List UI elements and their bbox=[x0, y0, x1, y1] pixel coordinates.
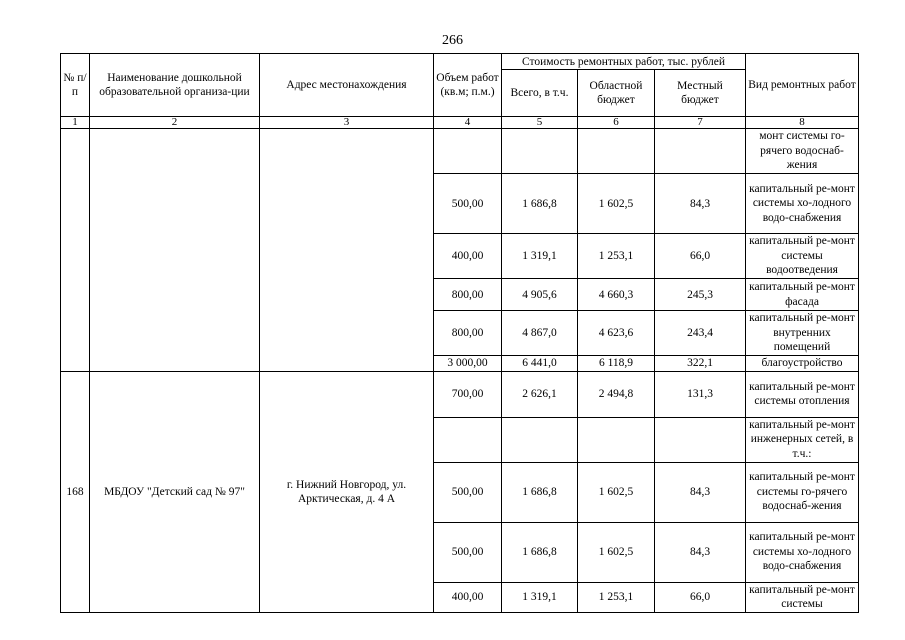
cell-total: 1 319,1 bbox=[502, 234, 578, 279]
cell-regional: 4 623,6 bbox=[578, 311, 655, 356]
cell-work-type: капитальный ре-монт инженерных сетей, в т.ч.: bbox=[746, 417, 859, 462]
cell-name bbox=[90, 129, 260, 372]
header-no: № п/п bbox=[61, 54, 90, 117]
cell-volume: 400,00 bbox=[434, 234, 502, 279]
cell-volume: 800,00 bbox=[434, 311, 502, 356]
table-row bbox=[61, 129, 859, 174]
header-total: Всего, в т.ч. bbox=[502, 70, 578, 117]
cell-work-type: капитальный ре-монт системы отопления bbox=[746, 371, 859, 417]
cell-work-type: капитальный ре-монт системы го-рячего водоснаб-жения bbox=[746, 462, 859, 522]
cell-total: 1 686,8 bbox=[502, 462, 578, 522]
cell-total: 4 867,0 bbox=[502, 311, 578, 356]
repair-works-table bbox=[60, 53, 859, 613]
column-number: 5 bbox=[502, 117, 578, 129]
cell-work-type: капитальный ре-монт системы хо-лодного водо-снабжения bbox=[746, 522, 859, 582]
cell-local: 66,0 bbox=[655, 582, 746, 612]
cell-work-type: капитальный ре-монт внутренних помещений bbox=[746, 311, 859, 356]
cell-regional: 1 602,5 bbox=[578, 174, 655, 234]
cell-regional: 1 602,5 bbox=[578, 462, 655, 522]
cell-no bbox=[61, 129, 90, 372]
page-number: 266 bbox=[442, 33, 463, 48]
column-number: 1 bbox=[61, 117, 90, 129]
header-cost-group: Стоимость ремонтных работ, тыс. рублей bbox=[502, 54, 746, 70]
cell-local: 322,1 bbox=[655, 356, 746, 372]
cell-regional: 1 253,1 bbox=[578, 582, 655, 612]
table-header-row bbox=[61, 54, 859, 70]
cell-local: 243,4 bbox=[655, 311, 746, 356]
cell-total: 4 905,6 bbox=[502, 279, 578, 311]
cell-volume: 500,00 bbox=[434, 462, 502, 522]
cell-local: 84,3 bbox=[655, 462, 746, 522]
column-number: 6 bbox=[578, 117, 655, 129]
cell-regional: 1 253,1 bbox=[578, 234, 655, 279]
cell-local: 84,3 bbox=[655, 522, 746, 582]
cell-total: 2 626,1 bbox=[502, 371, 578, 417]
header-work-type: Вид ремонтных работ bbox=[746, 54, 859, 117]
header-regional: Областной бюджет bbox=[578, 70, 655, 117]
header-name: Наименование дошкольной образовательной организа-ции bbox=[90, 54, 260, 117]
column-number: 4 bbox=[434, 117, 502, 129]
cell-name: МБДОУ "Детский сад № 97" bbox=[90, 371, 260, 612]
cell-work-type: монт системы го-рячего водоснаб-жения bbox=[746, 129, 859, 174]
cell-volume: 500,00 bbox=[434, 174, 502, 234]
cell-work-type: благоустройство bbox=[746, 356, 859, 372]
table-row bbox=[61, 371, 859, 417]
column-number: 3 bbox=[260, 117, 434, 129]
cell-local: 131,3 bbox=[655, 371, 746, 417]
column-number: 2 bbox=[90, 117, 260, 129]
cell-volume: 500,00 bbox=[434, 522, 502, 582]
cell-address bbox=[260, 129, 434, 372]
cell-work-type: капитальный ре-монт системы водоотведения bbox=[746, 234, 859, 279]
cell-volume: 3 000,00 bbox=[434, 356, 502, 372]
cell-work-type: капитальный ре-монт системы bbox=[746, 582, 859, 612]
cell-local: 84,3 bbox=[655, 174, 746, 234]
cell-volume bbox=[434, 417, 502, 462]
column-number: 8 bbox=[746, 117, 859, 129]
cell-work-type: капитальный ре-монт фасада bbox=[746, 279, 859, 311]
cell-local bbox=[655, 417, 746, 462]
column-number: 7 bbox=[655, 117, 746, 129]
cell-regional: 2 494,8 bbox=[578, 371, 655, 417]
cell-regional bbox=[578, 417, 655, 462]
cell-local bbox=[655, 129, 746, 174]
cell-total: 1 686,8 bbox=[502, 522, 578, 582]
cell-volume: 700,00 bbox=[434, 371, 502, 417]
cell-volume: 800,00 bbox=[434, 279, 502, 311]
header-local: Местный бюджет bbox=[655, 70, 746, 117]
cell-volume bbox=[434, 129, 502, 174]
cell-total: 1 686,8 bbox=[502, 174, 578, 234]
cell-local: 245,3 bbox=[655, 279, 746, 311]
cell-volume: 400,00 bbox=[434, 582, 502, 612]
cell-total: 1 319,1 bbox=[502, 582, 578, 612]
cell-regional bbox=[578, 129, 655, 174]
cell-regional: 6 118,9 bbox=[578, 356, 655, 372]
cell-regional: 4 660,3 bbox=[578, 279, 655, 311]
cell-local: 66,0 bbox=[655, 234, 746, 279]
header-address: Адрес местонахождения bbox=[260, 54, 434, 117]
cell-total bbox=[502, 417, 578, 462]
cell-total: 6 441,0 bbox=[502, 356, 578, 372]
header-volume: Объем работ (кв.м; п.м.) bbox=[434, 54, 502, 117]
cell-work-type: капитальный ре-монт системы хо-лодного водо-снабжения bbox=[746, 174, 859, 234]
cell-total bbox=[502, 129, 578, 174]
cell-no: 168 bbox=[61, 371, 90, 612]
cell-address: г. Нижний Новгород, ул. Арктическая, д. 4 А bbox=[260, 371, 434, 612]
cell-regional: 1 602,5 bbox=[578, 522, 655, 582]
column-number-row bbox=[61, 117, 859, 129]
